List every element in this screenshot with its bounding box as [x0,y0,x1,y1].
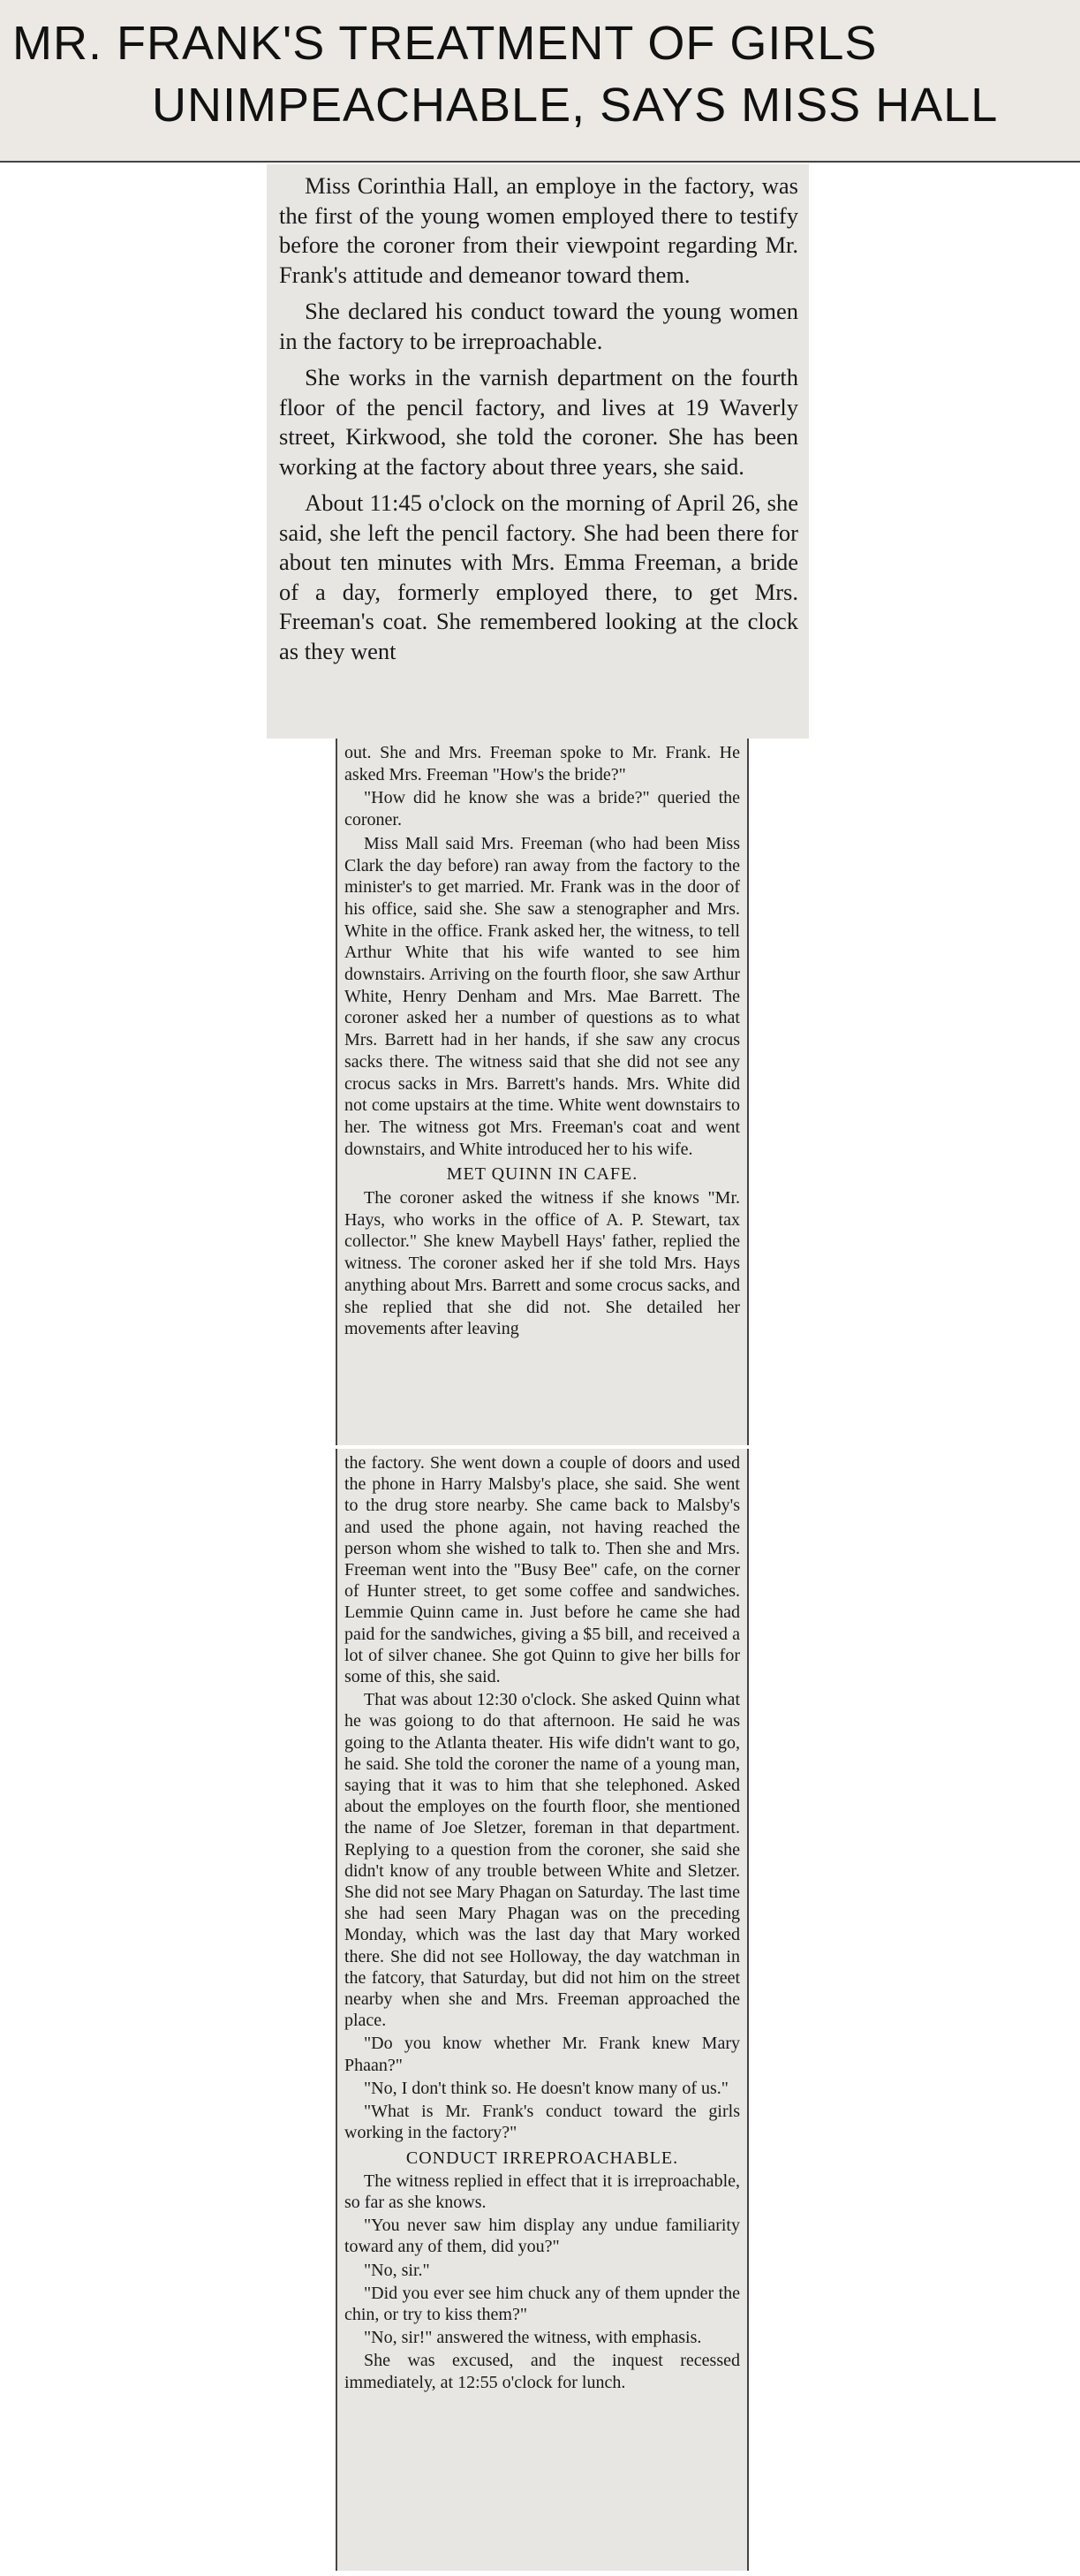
paragraph: "What is Mr. Frank's conduct toward the girls working in the factory?" [344,2102,740,2143]
paragraph: "You never saw him display any undue familiarity toward any of them, did you?" [344,2216,740,2257]
paragraph: Miss Corinthia Hall, an employe in the factory, was the first of the young women employed there to testify before the coroner from their viewpoint regarding Mr. Frank's attitude and demeanor toward them. [279,172,798,288]
subheading-met-quinn: MET QUINN IN CAFE. [446,1164,638,1185]
paragraph: Miss Mall said Mrs. Freeman (who had been Miss Clark the day before) ran away from the factory to the minister's to get married. Mr. Frank was in the door of his office, said she. She saw a stenographer and Mrs. White in the office. Frank asked her, the witness, to tell Arthur White that his wife wanted to see him downstairs. Arriving on the fourth floor, she saw Arthur White, Henry Denham and Mrs. Mae Barrett. The coroner asked her a number of questions as to what Mrs. Barrett had in her hands, if she saw any crocus sacks there. The witness said that she did not see any crocus sacks in Mrs. Barrett's hands. Mrs. White did not come upstairs at the time. White went downstairs to her. The witness got Mrs. Freeman's coat and went downstairs, and White introduced her to his wife. [344,833,740,1159]
headline [0,0,1080,163]
paragraph: "No, sir!" answered the witness, with emphasis. [364,2328,702,2348]
paragraph: "How did he know she was a bride?" queried the coroner. [344,788,740,830]
paragraph: About 11:45 o'clock on the morning of April 26, she said, she left the pencil factory. She had been there for about ten minutes with Mrs. Emma Freeman, a bride of a day, formerly employed there, to get Mrs. Freeman's coat. She remembered looking at the clock as they went [279,489,798,664]
article-column-2 [336,739,749,1445]
paragraph: She was excused, and the inquest recessed immediately, at 12:55 o'clock for lunch. [344,2351,740,2392]
paragraph: That was about 12:30 o'clock. She asked Quinn what he was goiong to do that afternoon. He said he was going to the Atlanta theater. His wife didn't want to go, he said. She told the coroner the name of a young man, saying that it was to him that she telephoned. Asked about the employes on the fourth floor, she mentioned the name of Joe Sletzer, foreman in that department. Replying to a question from the coroner, she said she didn't know of any trouble between White and Sletzer. She did not see Mary Phagan on Saturday. The last time she had seen Mary Phagan was on the preceding Monday, which was the last day that Mary worked there. She did not see Holloway, the day watchman in the fatcory, that Saturday, but did not him on the street nearby when she and Mrs. Freeman approached the place. [344,1690,740,2031]
paragraph: She declared his conduct toward the young women in the factory to be irreproachable. [279,298,798,354]
paragraph: "Do you know whether Mr. Frank knew Mary Phaan?" [344,2034,740,2075]
subheading-conduct: CONDUCT IRREPROACHABLE. [405,2148,679,2168]
paragraph: "No, sir." [364,2260,430,2280]
headline-line-1: MR. FRANK'S TREATMENT OF GIRLS [12,17,878,70]
article-column-1 [267,164,809,739]
paragraph: The witness replied in effect that it is irreproachable, so far as she knows. [344,2171,740,2212]
article-column-3 [336,1449,749,2571]
paragraph: the factory. She went down a couple of doors and used the phone in Harry Malsby's place, she said. She went to the drug store nearby. She came back to Malsby's and used the phone again, not having reached the person whom she wished to talk to. Then she and Mrs. Freeman went into the "Busy Bee" cafe, on the corner of Hunter street, to get some coffee and sandwiches. Lemmie Quinn came in. Just before he came she had paid for the sandwiches, giving a $5 bill, and received a lot of silver chanee. She got Quinn to give her bills for some of this, she said. [344,1453,740,1687]
paragraph: She works in the varnish department on the fourth floor of the pencil factory, and lives at 19 Waverly street, Kirkwood, she told the coroner. She has been working at the factory about three years, she said. [279,364,798,480]
headline-line-2: UNIMPEACHABLE, SAYS MISS HALL [152,79,999,132]
paragraph: out. She and Mrs. Freeman spoke to Mr. Frank. He asked Mrs. Freeman "How's the bride?" [344,743,740,784]
paragraph: "Did you ever see him chuck any of them upnder the chin, or try to kiss them?" [344,2283,740,2324]
paragraph: "No, I don't think so. He doesn't know many of us." [364,2078,729,2098]
paragraph: The coroner asked the witness if she knows "Mr. Hays, who works in the office of A. P. Stewart, tax collector." She knew Maybell Hays' father, replied the witness. The coroner asked her if she told Mrs. Hays anything about Mrs. Barrett and some crocus sacks, and she replied that she did not. She detailed her movements after leaving [344,1188,740,1339]
